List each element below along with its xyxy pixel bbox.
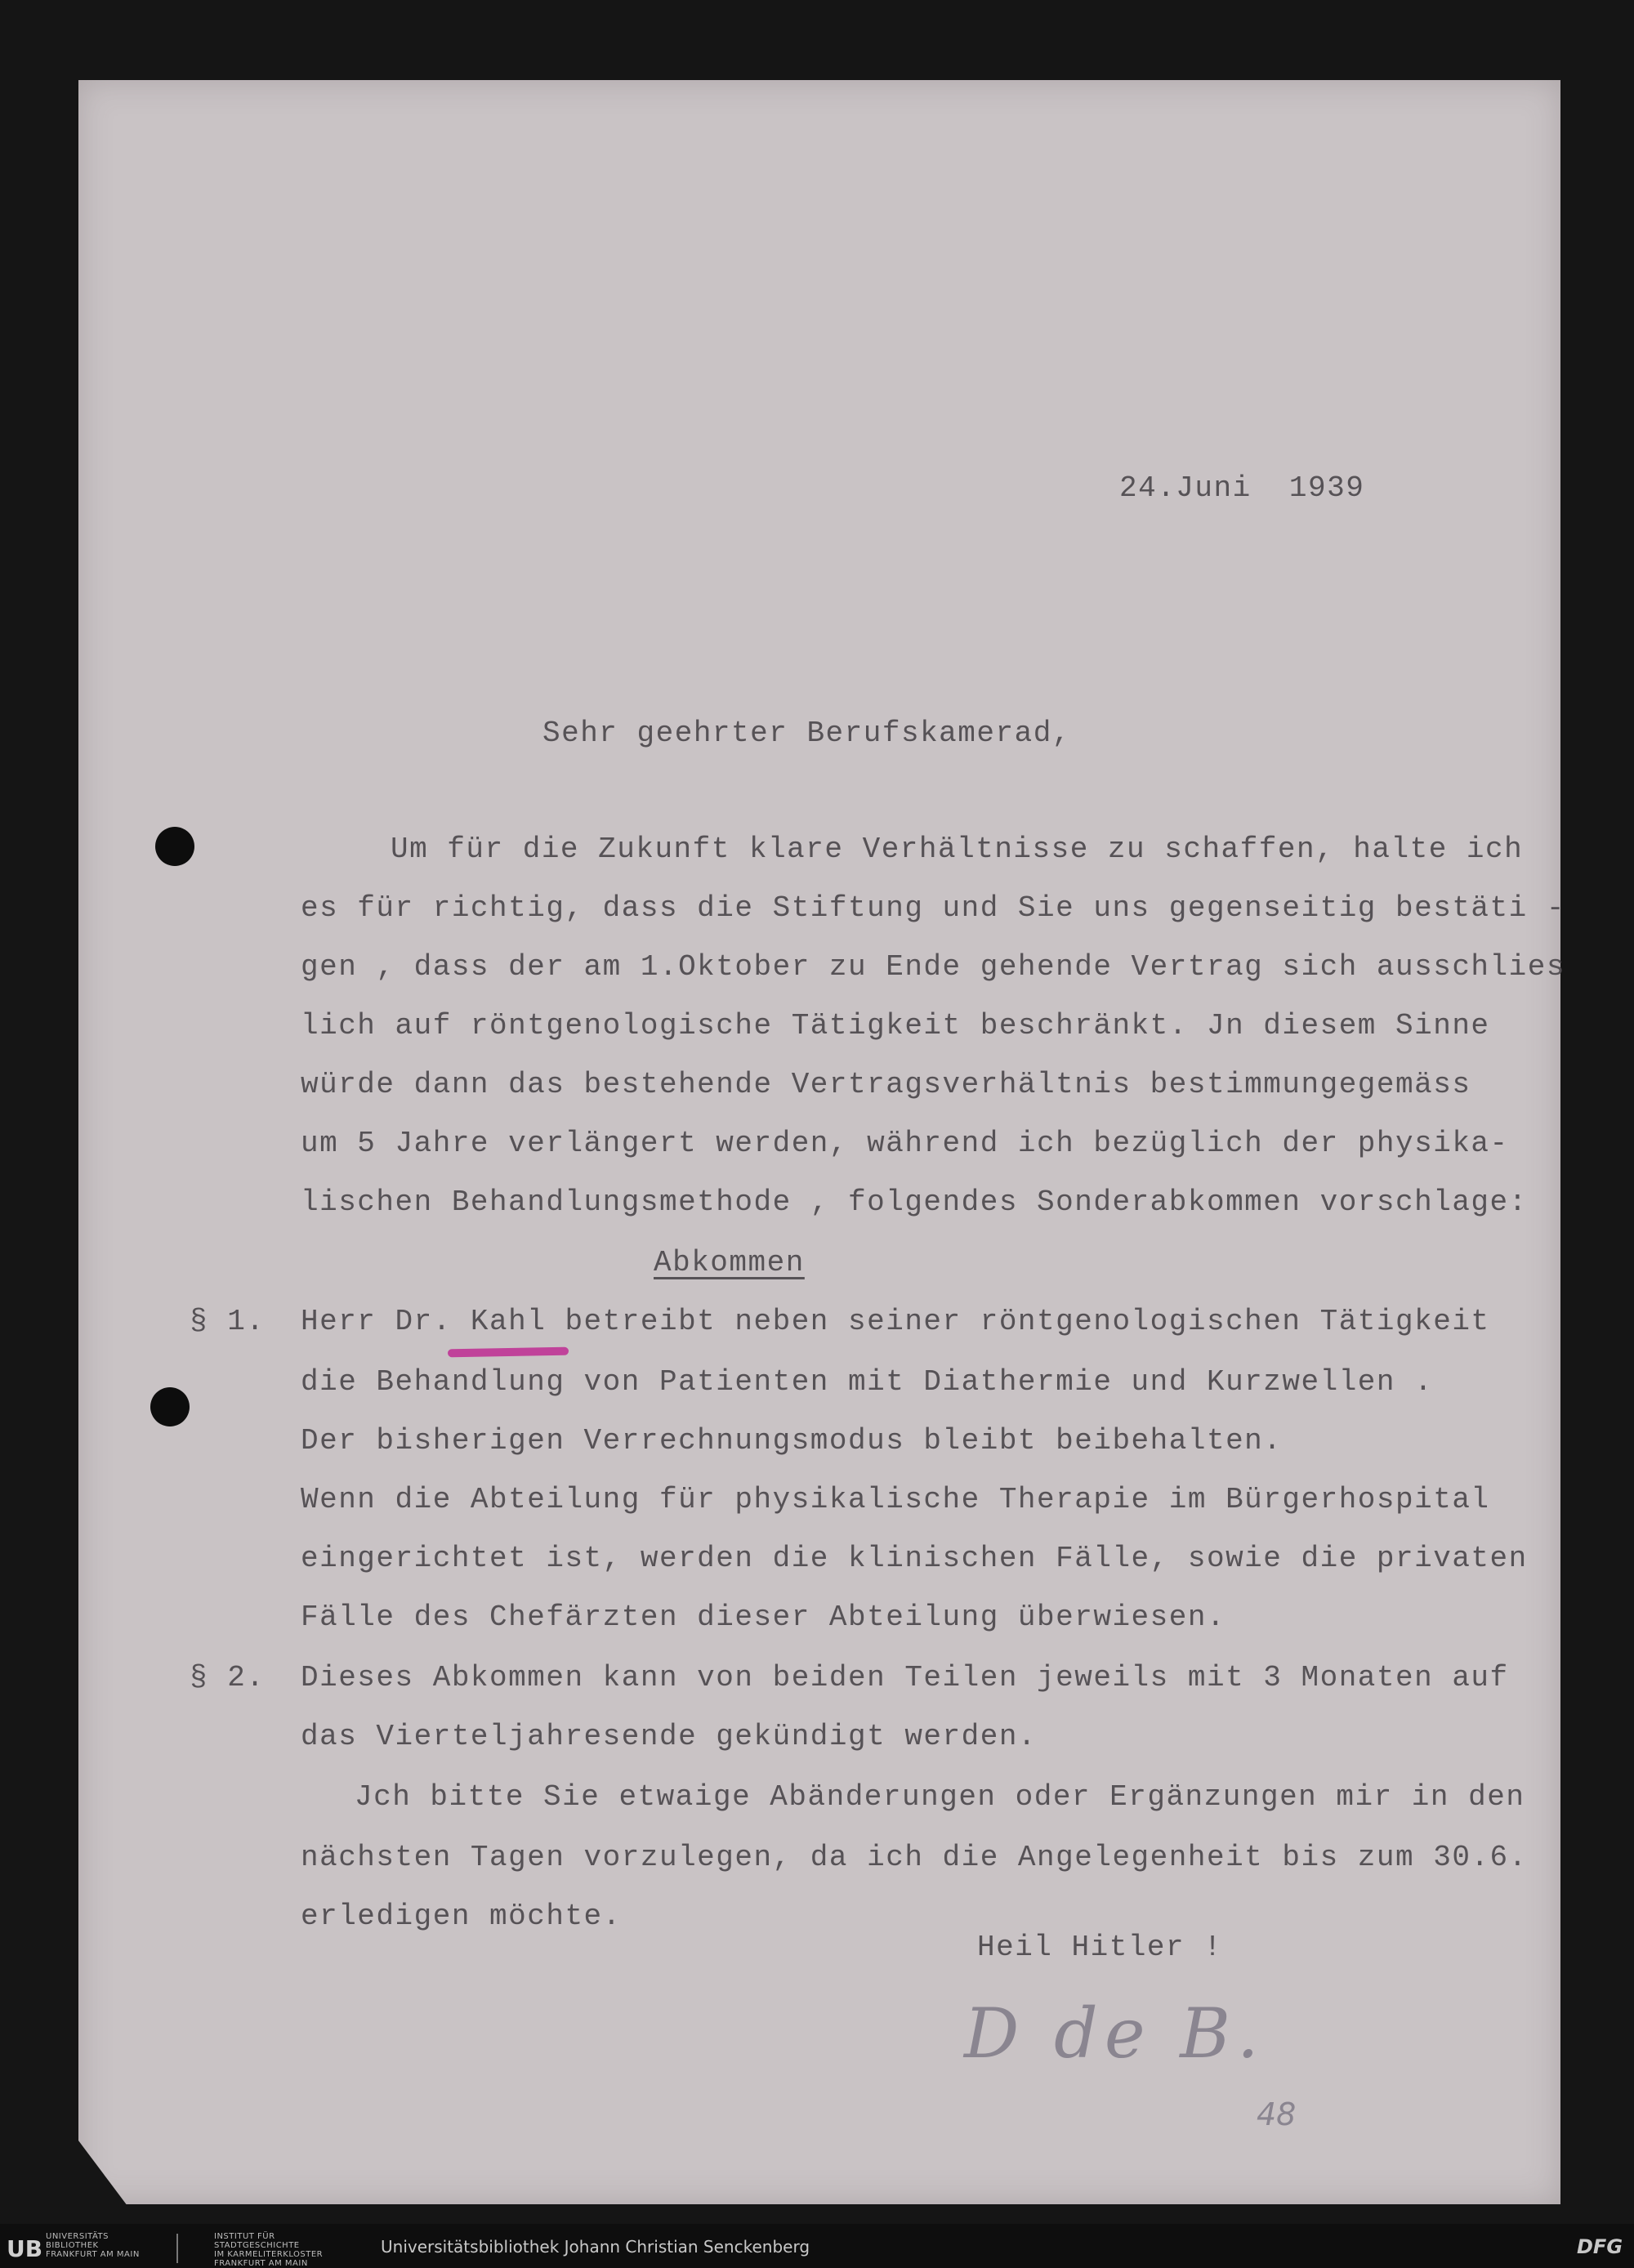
section-line: eingerichtet ist, werden die klinischen Fälle, sowie die privaten	[301, 1542, 1528, 1575]
page-number: 48	[1257, 2096, 1297, 2132]
ub-logo: UB	[7, 2235, 43, 2262]
agreement-heading: Abkommen	[654, 1246, 805, 1279]
handwritten-signature: D de B.	[964, 1993, 1266, 2074]
section-line: Fälle des Chefärzten dieser Abteilung überwiesen.	[301, 1601, 1226, 1634]
closing-line: erledigen möchte.	[301, 1900, 622, 1933]
greeting: Heil Hitler !	[977, 1931, 1223, 1964]
salutation: Sehr geehrter Berufskamerad,	[542, 717, 1071, 750]
intro-line: lich auf röntgenologische Tätigkeit beschränkt. Jn diesem Sinne	[301, 1009, 1490, 1042]
section-line: Dieses Abkommen kann von beiden Teilen jeweils mit 3 Monaten auf	[301, 1661, 1509, 1694]
intro-line: würde dann das bestehende Vertragsverhältnis bestimmungegemäss	[301, 1068, 1471, 1101]
footer-caption: Universitätsbibliothek Johann Christian Senckenberg	[381, 2237, 810, 2257]
ub-text-line: BIBLIOTHEK	[46, 2241, 99, 2250]
section-marker: § 2.	[190, 1661, 266, 1694]
intro-line: Um für die Zukunft klare Verhältnisse zu schaffen, halte ich	[391, 833, 1524, 866]
section-line: Wenn die Abteilung für physikalische Therapie im Bürgerhospital	[301, 1483, 1490, 1516]
ub-text-line: FRANKFURT AM MAIN	[46, 2250, 140, 2259]
intro-line: gen , dass der am 1.Oktober zu Ende gehende Vertrag sich ausschlies	[301, 950, 1565, 984]
punch-hole-top	[155, 827, 194, 866]
intro-line: um 5 Jahre verlängert werden, während ich bezüglich der physika-	[301, 1127, 1509, 1160]
ub-text-line: UNIVERSITÄTS	[46, 2232, 109, 2241]
closing-line: Jch bitte Sie etwaige Abänderungen oder Ergänzungen mir in den	[355, 1780, 1525, 1814]
intro-line: lischen Behandlungsmethode , folgendes Sonderabkommen vorschlage:	[301, 1185, 1528, 1219]
closing-line: nächsten Tagen vorzulegen, da ich die Angelegenheit bis zum 30.6.	[301, 1841, 1528, 1874]
section-marker: § 1.	[190, 1305, 266, 1338]
section-line: die Behandlung von Patienten mit Diathermie und Kurzwellen .	[301, 1365, 1434, 1399]
dfg-logo: DFG	[1577, 2235, 1623, 2258]
institute-text-line: FRANKFURT AM MAIN	[214, 2259, 308, 2268]
institute-text	[214, 2232, 323, 2268]
section-line: das Vierteljahresende gekündigt werden.	[301, 1720, 1038, 1753]
section-line: Der bisherigen Verrechnungsmodus bleibt beibehalten.	[301, 1424, 1283, 1458]
institute-text-line: INSTITUT FÜR	[214, 2232, 275, 2241]
footer-divider	[176, 2234, 178, 2263]
intro-line: es für richtig, dass die Stiftung und Sie uns gegenseitig bestäti -	[301, 891, 1565, 925]
section-line: Herr Dr. Kahl betreibt neben seiner röntgenologischen Tätigkeit	[301, 1305, 1490, 1338]
letter-date: 24.Juni 1939	[1119, 471, 1365, 505]
ub-text	[46, 2232, 140, 2259]
institute-text-line: IM KARMELITERKLOSTER	[214, 2250, 324, 2259]
institute-text-line: STADTGESCHICHTE	[214, 2241, 300, 2250]
punch-hole-bottom	[150, 1387, 190, 1426]
